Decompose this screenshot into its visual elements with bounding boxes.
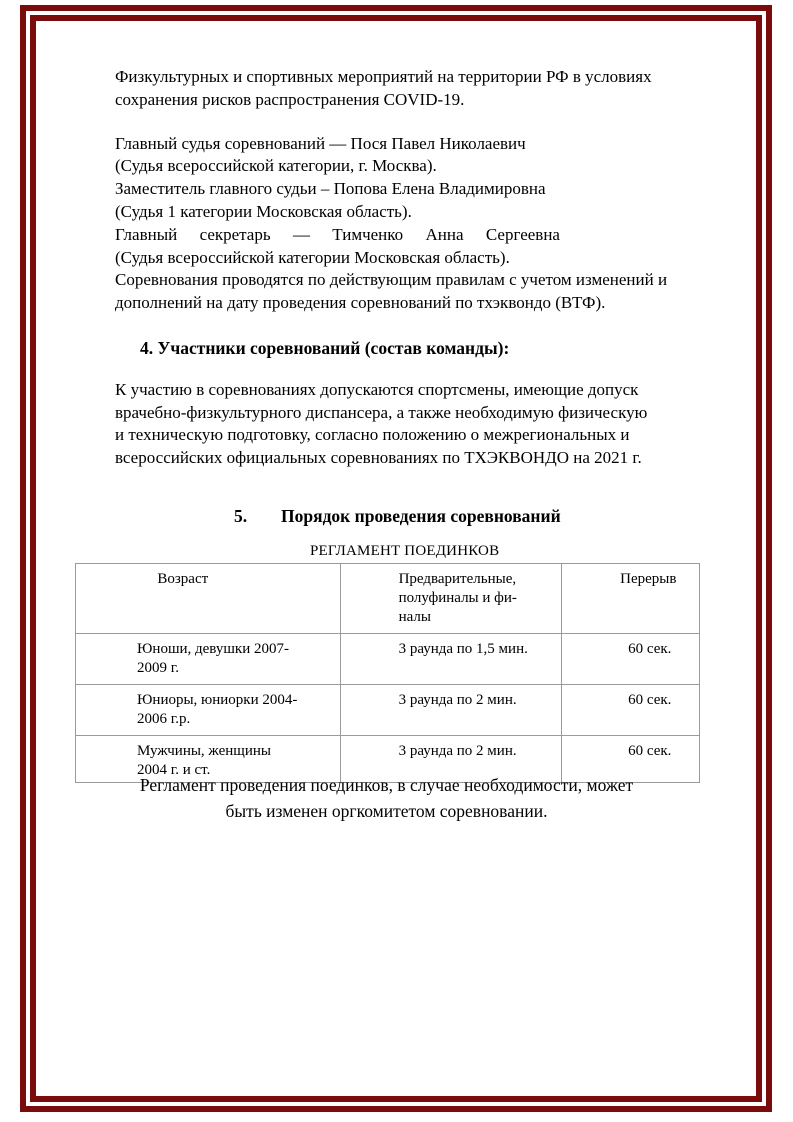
cell-age: Юниоры, юниорки 2004- 2006 г.р. bbox=[76, 685, 341, 736]
intro-line-1: Физкультурных и спортивных мероприятий на территории РФ в условиях bbox=[115, 67, 652, 86]
header-break: Перерыв bbox=[562, 564, 700, 634]
chief-secretary bbox=[115, 224, 560, 247]
cell-break: 60 сек. bbox=[562, 634, 700, 685]
table-row bbox=[76, 685, 700, 736]
secretary-word: Главный bbox=[115, 225, 178, 244]
cell-age: Юноши, девушки 2007- 2009 г. bbox=[76, 634, 341, 685]
secretary-word: Анна bbox=[425, 225, 464, 244]
cell-rounds: 3 раунда по 2 мин. bbox=[340, 685, 562, 736]
deputy-judge-note: (Судья 1 категории Московская область). bbox=[115, 202, 412, 221]
section-4-line-4: всероссийских официальных соревнованиях по ТХЭКВОНДО на 2021 г. bbox=[115, 448, 642, 467]
regulation-note-line-2: быть изменен оргкомитетом соревновании. bbox=[225, 801, 548, 821]
cell-break: 60 сек. bbox=[562, 685, 700, 736]
header-age: Возраст bbox=[76, 564, 341, 634]
bout-regulations-table bbox=[75, 563, 700, 783]
table-row bbox=[76, 634, 700, 685]
secretary-word: — bbox=[292, 225, 310, 244]
section-5-heading: Порядок проведения соревнований bbox=[281, 506, 561, 526]
chief-judge: Главный судья соревнований — Пося Павел Николаевич bbox=[115, 134, 526, 153]
secretary-word: секретарь bbox=[199, 225, 271, 244]
secretary-word: Тимченко bbox=[332, 225, 404, 244]
header-rounds: Предварительные, полуфиналы и фи- налы bbox=[340, 564, 562, 634]
cell-break: 60 сек. bbox=[562, 736, 700, 783]
section-4-line-3: и техническую подготовку, согласно положению о межрегиональных и bbox=[115, 425, 630, 444]
section-4-heading: 4. Участники соревнований (состав команды): bbox=[140, 338, 510, 358]
secretary-word: Сергеевна bbox=[485, 225, 560, 244]
cell-age: Мужчины, женщины 2004 г. и ст. bbox=[76, 736, 341, 783]
table-caption: РЕГЛАМЕНТ ПОЕДИНКОВ bbox=[310, 543, 500, 559]
cell-rounds: 3 раунда по 2 мин. bbox=[340, 736, 562, 783]
chief-judge-note: (Судья всероссийской категории, г. Москва). bbox=[115, 156, 437, 175]
rules-line-1: Соревнования проводятся по действующим правилам с учетом изменений и bbox=[115, 270, 668, 289]
regulation-note-line-1: Регламент проведения поединков, в случае необходимости, может bbox=[139, 775, 634, 795]
section-5-number: 5. bbox=[234, 506, 248, 526]
cell-rounds: 3 раунда по 1,5 мин. bbox=[340, 634, 562, 685]
secretary-note: (Судья всероссийской категории Московская область). bbox=[115, 248, 510, 267]
rules-line-2: дополнений на дату проведения соревнований по тхэквондо (ВТФ). bbox=[115, 293, 606, 312]
section-4-line-2: врачебно-физкультурного диспансера, а также необходимую физическую bbox=[115, 403, 648, 422]
section-4-line-1: К участию в соревнованиях допускаются спортсмены, имеющие допуск bbox=[115, 380, 639, 399]
table-header-row bbox=[76, 564, 700, 634]
deputy-judge: Заместитель главного судьи – Попова Елена Владимировна bbox=[115, 179, 546, 198]
intro-line-2: сохранения рисков распространения COVID-19. bbox=[115, 90, 465, 109]
